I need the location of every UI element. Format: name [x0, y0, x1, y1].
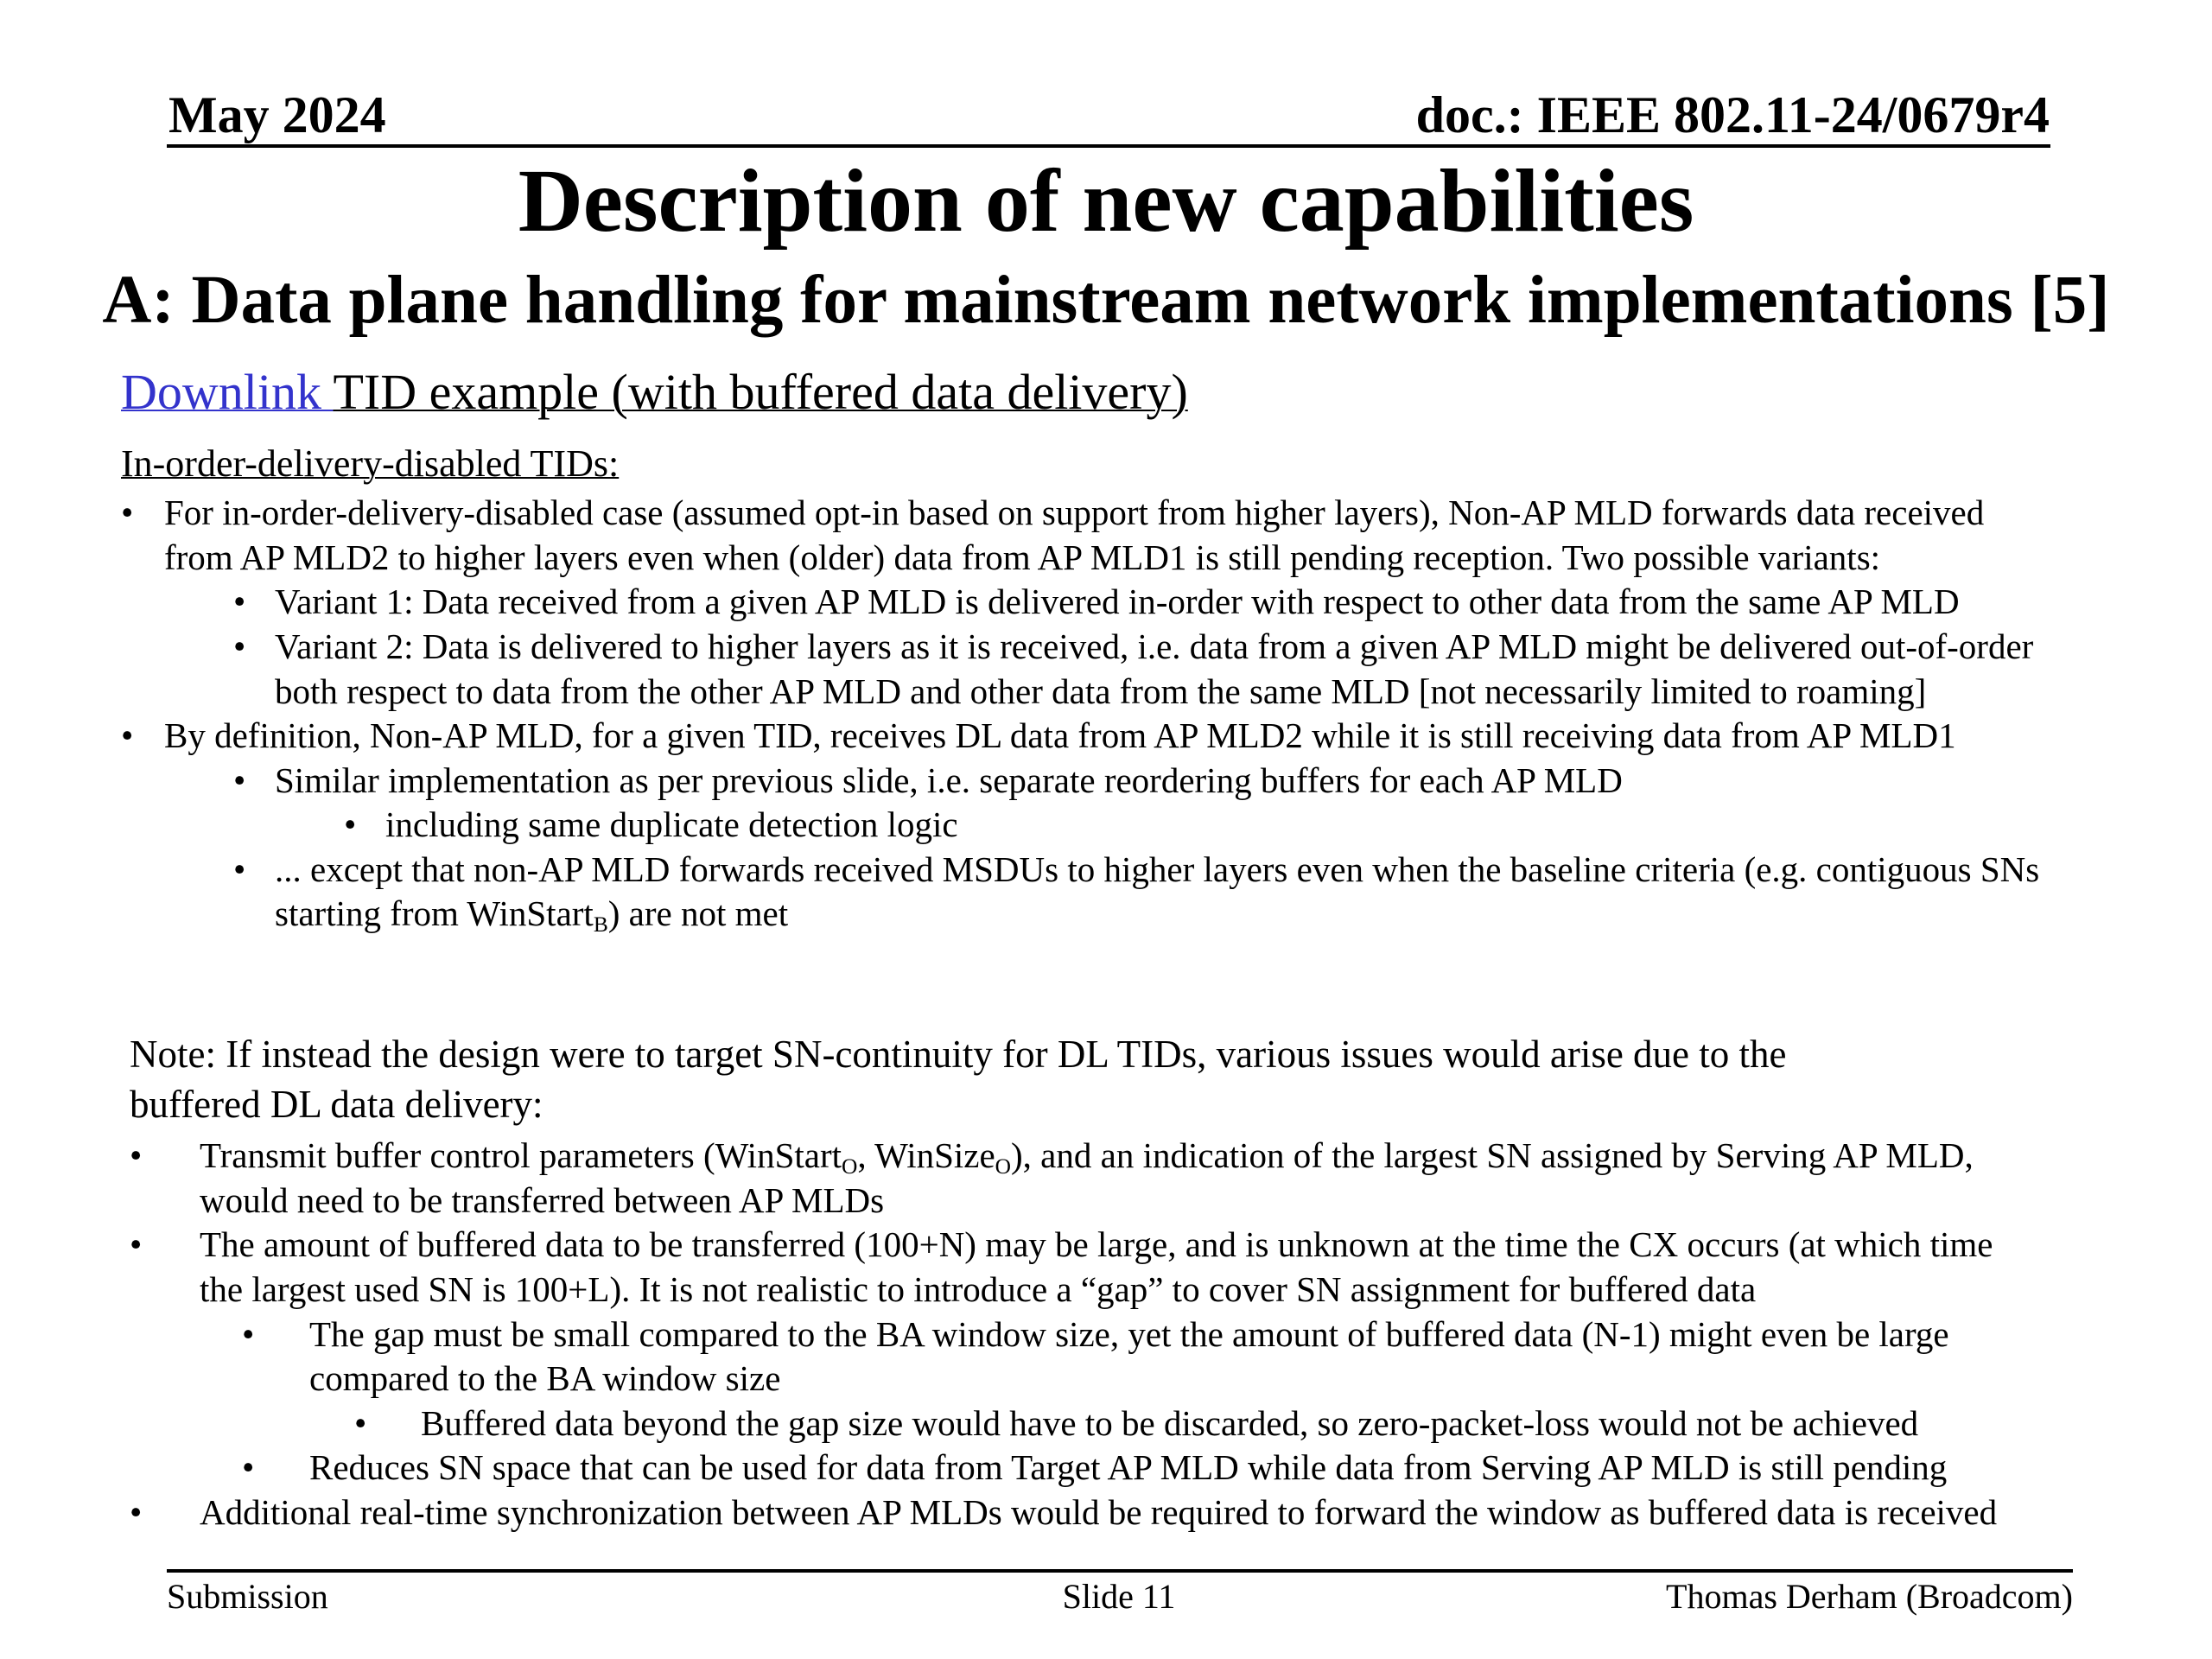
bullet-text: ... except that non-AP MLD forwards received MSDUs to higher layers even when the baseline criteria (e.g. contiguous SNs: [275, 849, 2040, 889]
section-heading: [121, 361, 1188, 423]
bullet-text: By definition, Non-AP MLD, for a given TID, receives DL data from AP MLD2 while it is still receiving data from AP MLD1: [164, 715, 1956, 755]
bullet-text: Similar implementation as per previous slide, i.e. separate reordering buffers for each AP MLD: [275, 760, 1623, 800]
slide-title: Description of new capabilities: [518, 151, 1694, 251]
bullet-text: Variant 1: Data received from a given AP MLD is delivered in-order with respect to other data from the same AP MLD: [275, 582, 1960, 621]
heading-rest: TID example (with buffered data delivery): [333, 364, 1188, 420]
downlink-link[interactable]: Downlink: [121, 364, 334, 420]
bullet-marker: •: [344, 804, 357, 844]
bullet-marker: •: [121, 715, 134, 755]
bullet-text: Transmit buffer control parameters (WinStart$_O$, WinSize$_O$), and an indication of the largest SN assigned by Serving AP MLD,: [200, 1135, 1974, 1179]
bullet-marker: •: [233, 626, 246, 666]
footer-author: Thomas Derham (Broadcom): [1666, 1577, 2073, 1616]
header-rule: [167, 144, 2050, 148]
bullet-marker: •: [130, 1224, 143, 1264]
header-date: May 2024: [168, 86, 386, 143]
bullet-marker: •: [242, 1314, 255, 1354]
bullet-text: from AP MLD2 to higher layers even when (older) data from AP MLD1 is still pending reception. Two possible variants:: [164, 537, 1881, 577]
bullet-text: would need to be transferred between AP MLDs: [200, 1180, 885, 1220]
bullet-text: Buffered data beyond the gap size would have to be discarded, so zero-packet-loss would not be achieved: [421, 1403, 1919, 1443]
note-text: Note: If instead the design were to target SN-continuity for DL TIDs, various issues would arise due to the: [130, 1033, 1787, 1076]
bullet-marker: •: [121, 493, 134, 532]
bullet-marker: •: [130, 1135, 143, 1175]
slide-subtitle: A: Data plane handling for mainstream network implementations [5]: [102, 263, 2110, 338]
footer-submission: Submission: [167, 1577, 328, 1616]
bullet-text: The amount of buffered data to be transferred (100+N) may be large, and is unknown at the time the CX occurs (at which time: [200, 1224, 1993, 1264]
bullet-marker: •: [354, 1403, 367, 1443]
bullet-text: including same duplicate detection logic: [385, 804, 958, 844]
bullet-text: starting from WinStart$_B$) are not met: [275, 893, 789, 938]
footer-rule: [167, 1569, 2073, 1573]
header-doc-number: doc.: IEEE 802.11-24/0679r4: [1415, 86, 2050, 143]
section-label: In-order-delivery-disabled TIDs:: [121, 442, 620, 485]
bullet-marker: •: [233, 582, 246, 621]
bullet-marker: •: [233, 849, 246, 889]
bullet-text: Additional real-time synchronization between AP MLDs would be required to forward the window as buffered data is received: [200, 1492, 1998, 1532]
bullet-text: both respect to data from the other AP MLD and other data from the same MLD [not necessarily limited to roaming]: [275, 671, 1927, 711]
bullet-marker: •: [233, 760, 246, 800]
note-text: buffered DL data delivery:: [130, 1083, 543, 1126]
bullet-text: Reduces SN space that can be used for data from Target AP MLD while data from Serving AP MLD is still pending: [309, 1447, 1948, 1487]
bullet-text: The gap must be small compared to the BA window size, yet the amount of buffered data (N-1) might even be large: [309, 1314, 1949, 1354]
bullet-text: For in-order-delivery-disabled case (assumed opt-in based on support from higher layers), Non-AP MLD forwards data received: [164, 493, 1985, 532]
footer-slide-number: Slide 11: [1062, 1577, 1176, 1616]
bullet-text: the largest used SN is 100+L). It is not realistic to introduce a “gap” to cover SN assignment for buffered data: [200, 1269, 1757, 1309]
bullet-text: compared to the BA window size: [309, 1358, 781, 1398]
bullet-text: Variant 2: Data is delivered to higher layers as it is received, i.e. data from a given AP MLD might be delivered out-of-order: [275, 626, 2034, 666]
bullet-marker: •: [130, 1492, 143, 1532]
bullet-marker: •: [242, 1447, 255, 1487]
